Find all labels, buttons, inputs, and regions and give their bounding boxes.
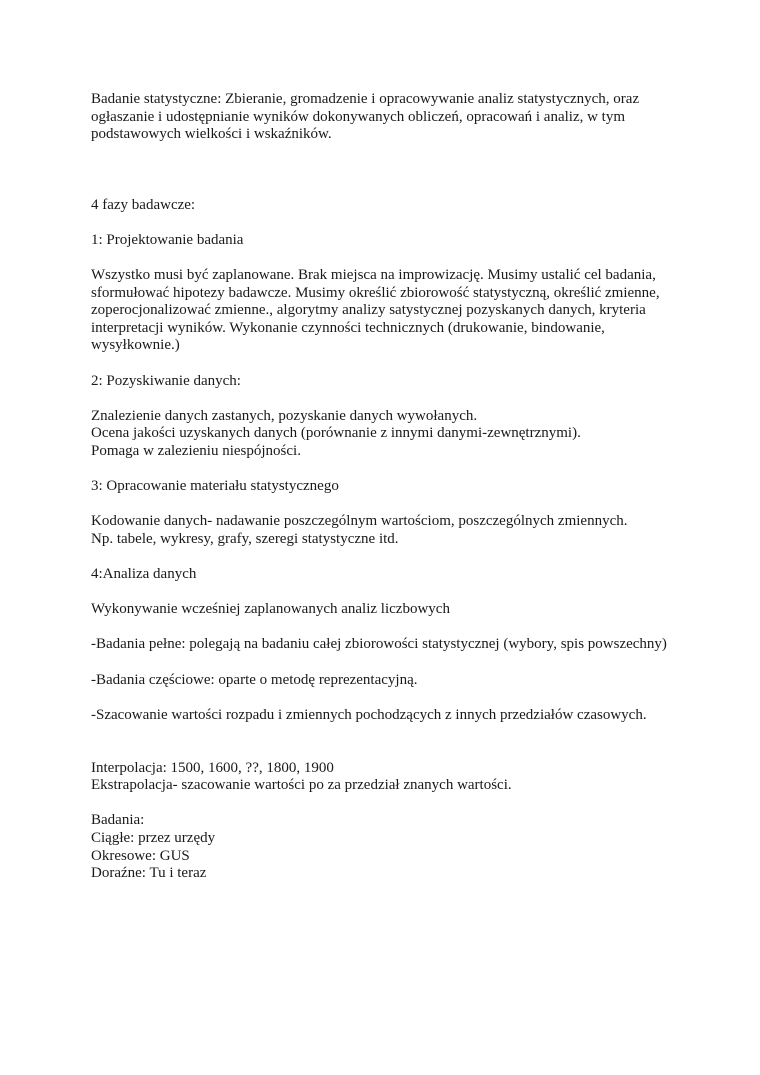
phase4-title: 4:Analiza danych bbox=[91, 566, 197, 583]
extrapolation-line: Ekstrapolacja- szacowanie wartości po za przedział znanych wartości. bbox=[91, 777, 512, 794]
periodic-line: Okresowe: GUS bbox=[91, 847, 190, 864]
adhoc-line: Doraźne: Tu i teraz bbox=[91, 865, 207, 882]
full-studies-paragraph: -Badania pełne: polegają na badaniu całej zbiorowości statystycznej (wybory, spis powszechny) bbox=[91, 636, 667, 653]
estimation-paragraph: -Szacowanie wartości rozpadu i zmiennych pochodzących z innych przedziałów czasowych. bbox=[91, 706, 647, 723]
phase3-line2: Np. tabele, wykresy, grafy, szeregi statystyczne itd. bbox=[91, 530, 399, 547]
phase2-title: 2: Pozyskiwanie danych: bbox=[91, 372, 241, 389]
phase3-title: 3: Opracowanie materiału statystycznego bbox=[91, 478, 339, 495]
studies-heading: Badania: bbox=[91, 812, 145, 829]
phase3-line1: Kodowanie danych- nadawanie poszczególnym wartościom, poszczególnych zmiennych. bbox=[91, 513, 628, 530]
interpolation-line: Interpolacja: 1500, 1600, ??, 1800, 1900 bbox=[91, 759, 334, 776]
phase4-text: Wykonywanie wcześniej zaplanowanych analiz liczbowych bbox=[91, 601, 450, 618]
document-body bbox=[91, 91, 681, 883]
phase1-title: 1: Projektowanie badania bbox=[91, 231, 244, 248]
partial-studies-paragraph: -Badania częściowe: oparte o metodę reprezentacyjną. bbox=[91, 671, 418, 688]
phase2-line2: Ocena jakości uzyskanych danych (porównanie z innymi danymi-zewnętrznymi). bbox=[91, 425, 581, 442]
phase2-line1: Znalezienie danych zastanych, pozyskanie danych wywołanych. bbox=[91, 407, 478, 424]
phases-heading: 4 fazy badawcze: bbox=[91, 196, 196, 213]
phase1-text: Wszystko musi być zaplanowane. Brak miejsca na improwizację. Musimy ustalić cel badania, sformułować hipotezy badawcze. Musimy określić zbiorowość statystyczną, określić zmienne, zoperocjonalizować zmienne., algorytmy analizy satystycznej pozyskanych danych, kryteria interpretacji wyników. Wykonanie czynności technicznych (drukowanie, bindowanie, wysyłkownie.) bbox=[91, 266, 660, 354]
continuous-line: Ciągłe: przez urzędy bbox=[91, 829, 216, 846]
phase2-line3: Pomaga w zalezieniu niespójności. bbox=[91, 442, 301, 459]
intro-paragraph: Badanie statystyczne: Zbieranie, gromadzenie i opracowywanie analiz statystycznych, oraz ogłaszanie i udostępnianie wyników dokonywanych obliczeń, opracowań i analiz, w tym podstawowych wielkości i wskaźników. bbox=[91, 91, 640, 143]
